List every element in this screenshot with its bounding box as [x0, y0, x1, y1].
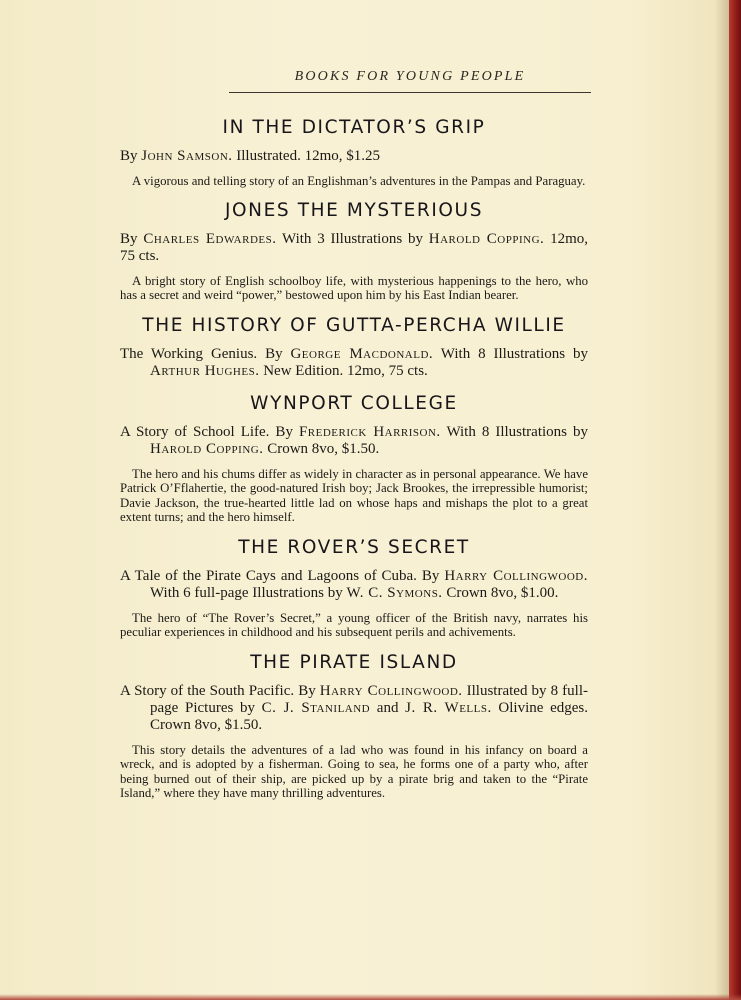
- book-title: THE HISTORY OF GUTTA-PERCHA WILLIE: [142, 314, 566, 336]
- book-byline: [120, 231, 588, 265]
- page-gutter-shadow: [715, 0, 729, 1000]
- book-entry: [120, 536, 588, 640]
- author-name: George Macdonald.: [290, 345, 434, 362]
- byline-text: By: [120, 148, 138, 164]
- book-title: IN THE DICTATOR’S GRIP: [222, 117, 486, 138]
- byline-text: With 8 Illustrations by: [440, 345, 589, 362]
- book-description: This story details the adventures of a lad who was found in his infancy on board a wreck, and is adopted by a fisherman. Going to sea, he forms one of a party who, after being burned out of their ship, are picked up by a pirate brig and taken to the “Pirate Island,” where they have many thrilling adventures.: [120, 742, 588, 800]
- author-name: Harry Collingwood.: [444, 567, 588, 584]
- book-entry: [120, 651, 588, 801]
- book-byline: [120, 568, 588, 602]
- book-description: A bright story of English schoolboy life, with mysterious happenings to the hero, who has a secret and weird “power,” bestowed upon him by his East Indian bearer.: [120, 273, 588, 302]
- publication-details: Illustrated. 12mo, $1.25: [236, 148, 380, 164]
- book-byline: [120, 148, 588, 165]
- byline-text: A Story of the South Pacific. By: [120, 682, 316, 699]
- book-byline: [120, 424, 588, 458]
- running-head: BOOKS FOR YOUNG PEOPLE: [294, 69, 526, 84]
- book-title: WYNPORT COLLEGE: [250, 392, 458, 414]
- author-name: Harry Collingwood.: [319, 682, 463, 699]
- catalog-content: [120, 116, 588, 812]
- book-description: A vigorous and telling story of an Englishman’s adventures in the Pampas and Paraguay.: [132, 174, 586, 188]
- byline-text: and: [376, 699, 399, 716]
- book-entry: [120, 116, 588, 189]
- publication-details: 12mo, 75 cts.: [120, 230, 588, 264]
- book-edge: [729, 0, 741, 1000]
- book-title: THE PIRATE ISLAND: [250, 651, 458, 673]
- byline-text: A Story of School Life. By: [120, 423, 293, 440]
- illustrator-name: W. C. Symons.: [346, 584, 443, 601]
- book-byline: [120, 683, 588, 734]
- author-name: Charles Edwardes.: [143, 230, 277, 247]
- publication-details: New Edition. 12mo, 75 cts.: [263, 362, 428, 379]
- book-entry: [120, 392, 588, 525]
- byline-text: The Working Genius. By: [120, 345, 283, 362]
- byline-text: With 8 Illustrations by: [446, 423, 589, 440]
- illustrator-name: Arthur Hughes.: [150, 362, 260, 379]
- illustrator-name: J. R. Wells.: [405, 699, 492, 716]
- book-title: JONES THE MYSTERIOUS: [224, 199, 484, 221]
- book-title: THE ROVER’S SECRET: [238, 536, 470, 558]
- book-entry: [120, 314, 588, 380]
- book-edge-bottom: [0, 994, 741, 1000]
- book-byline: [120, 346, 588, 380]
- byline-text: A Tale of the Pirate Cays and Lagoons of Cuba. By: [120, 567, 440, 584]
- publication-details: Crown 8vo, $1.00.: [446, 584, 559, 601]
- author-name: John Samson.: [141, 148, 233, 164]
- author-name: Frederick Harrison.: [298, 423, 441, 440]
- byline-text: Illustrated by 8 full-page Pictures by: [150, 682, 588, 716]
- header-rule: [229, 92, 591, 93]
- publication-details: Olivine edges. Crown 8vo, $1.50.: [150, 699, 588, 733]
- publication-details: Crown 8vo, $1.50.: [267, 440, 380, 457]
- byline-text: By: [120, 230, 138, 247]
- byline-text: With 6 full-page Illustrations by: [150, 584, 343, 601]
- illustrator-name: C. J. Staniland: [261, 699, 371, 716]
- byline-text: With 3 Illustrations by: [282, 230, 423, 247]
- illustrator-name: Harold Copping.: [428, 230, 545, 247]
- book-description: The hero and his chums differ as widely in character as in personal appearance. We have Patrick O’Fflahertie, the good-natured Irish boy; Jack Brookes, the irrepressible humorist; Davie Jackson, the true-hearted little lad on whose haps and mishaps the plot to a great extent turns; and the hero himself.: [120, 466, 588, 524]
- book-entry: [120, 199, 588, 303]
- illustrator-name: Harold Copping.: [150, 440, 264, 457]
- book-description: The hero of “The Rover’s Secret,” a young officer of the British navy, narrates his peculiar experiences in childhood and his subsequent perils and achivements.: [120, 610, 588, 639]
